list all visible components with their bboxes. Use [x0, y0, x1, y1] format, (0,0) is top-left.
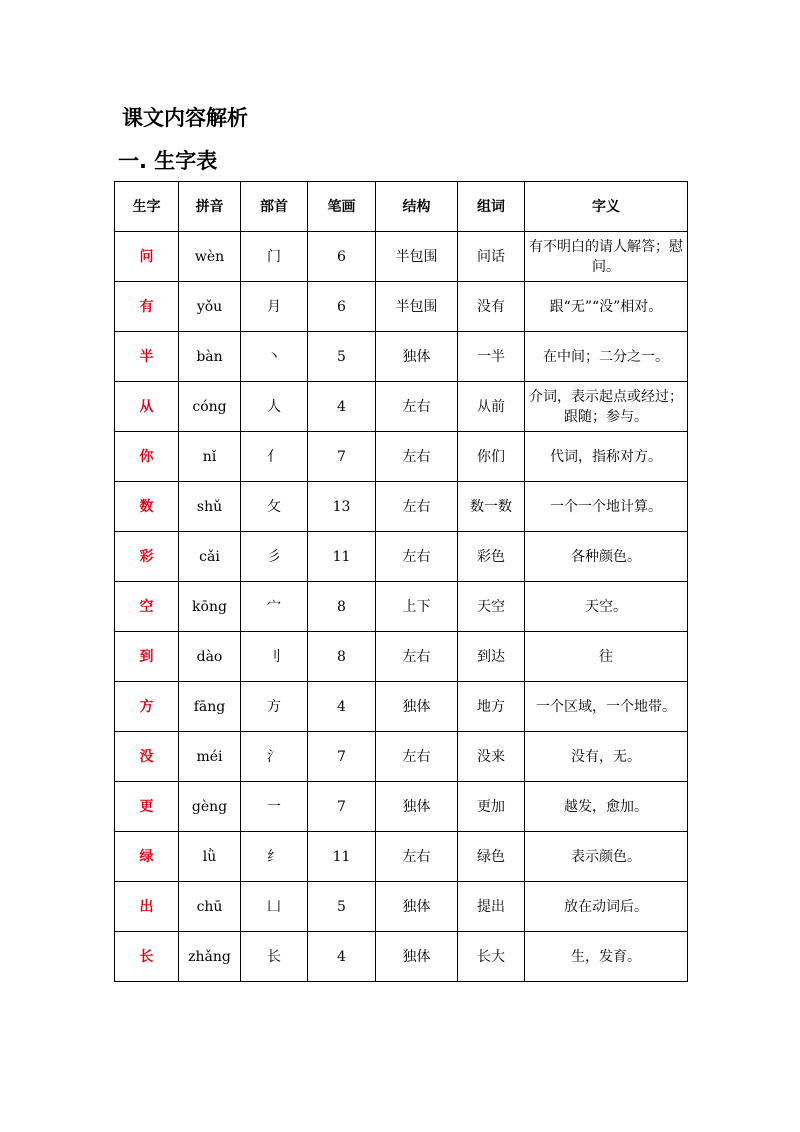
- table-row: [115, 882, 688, 932]
- cell-pinyin: yǒu: [179, 282, 241, 332]
- cell-strokes: 4: [308, 382, 376, 432]
- cell-character: 更: [115, 782, 179, 832]
- cell-character: 绿: [115, 832, 179, 882]
- cell-character: 数: [115, 482, 179, 532]
- header-word: 组词: [458, 182, 525, 232]
- page-title: 课文内容解析: [122, 106, 248, 130]
- cell-character: 空: [115, 582, 179, 632]
- cell-radical: 刂: [241, 632, 308, 682]
- table-row: [115, 532, 688, 582]
- cell-meaning: 往: [525, 632, 688, 682]
- cell-meaning: 介词，表示起点或经过；跟随；参与。: [525, 382, 688, 432]
- cell-strokes: 6: [308, 282, 376, 332]
- cell-meaning: 表示颜色。: [525, 832, 688, 882]
- cell-structure: 半包围: [376, 232, 458, 282]
- cell-meaning: 生，发育。: [525, 932, 688, 982]
- cell-structure: 左右: [376, 432, 458, 482]
- cell-radical: 凵: [241, 882, 308, 932]
- cell-word: 地方: [458, 682, 525, 732]
- cell-pinyin: gèng: [179, 782, 241, 832]
- table-row: [115, 382, 688, 432]
- cell-word: 数一数: [458, 482, 525, 532]
- cell-radical: 亻: [241, 432, 308, 482]
- cell-radical: 丶: [241, 332, 308, 382]
- cell-pinyin: cóng: [179, 382, 241, 432]
- cell-radical: 一: [241, 782, 308, 832]
- cell-structure: 半包围: [376, 282, 458, 332]
- cell-meaning: 一个一个地计算。: [525, 482, 688, 532]
- cell-radical: 宀: [241, 582, 308, 632]
- table-row: [115, 682, 688, 732]
- cell-radical: 门: [241, 232, 308, 282]
- cell-structure: 上下: [376, 582, 458, 632]
- header-meaning: 字义: [525, 182, 688, 232]
- table-row: [115, 432, 688, 482]
- cell-structure: 独体: [376, 932, 458, 982]
- cell-structure: 左右: [376, 382, 458, 432]
- cell-radical: 人: [241, 382, 308, 432]
- cell-word: 绿色: [458, 832, 525, 882]
- table-row: [115, 282, 688, 332]
- cell-word: 你们: [458, 432, 525, 482]
- cell-structure: 独体: [376, 682, 458, 732]
- cell-meaning: 一个区域，一个地带。: [525, 682, 688, 732]
- cell-meaning: 在中间；二分之一。: [525, 332, 688, 382]
- cell-strokes: 13: [308, 482, 376, 532]
- cell-character: 你: [115, 432, 179, 482]
- cell-pinyin: méi: [179, 732, 241, 782]
- cell-strokes: 7: [308, 782, 376, 832]
- cell-word: 到达: [458, 632, 525, 682]
- table-row: [115, 782, 688, 832]
- cell-strokes: 8: [308, 582, 376, 632]
- cell-structure: 独体: [376, 882, 458, 932]
- cell-pinyin: zhǎng: [179, 932, 241, 982]
- header-pinyin: 拼音: [179, 182, 241, 232]
- header-character: 生字: [115, 182, 179, 232]
- table-row: [115, 482, 688, 532]
- table-body: [115, 232, 688, 982]
- cell-pinyin: bàn: [179, 332, 241, 382]
- cell-radical: 彡: [241, 532, 308, 582]
- cell-word: 更加: [458, 782, 525, 832]
- cell-pinyin: nǐ: [179, 432, 241, 482]
- table-row: [115, 732, 688, 782]
- cell-pinyin: chū: [179, 882, 241, 932]
- table-row: [115, 582, 688, 632]
- cell-meaning: 天空。: [525, 582, 688, 632]
- cell-strokes: 4: [308, 682, 376, 732]
- cell-character: 出: [115, 882, 179, 932]
- section-title: 一. 生字表: [118, 149, 218, 173]
- cell-radical: 长: [241, 932, 308, 982]
- cell-meaning: 有不明白的请人解答；慰问。: [525, 232, 688, 282]
- table-row: [115, 832, 688, 882]
- cell-character: 问: [115, 232, 179, 282]
- cell-meaning: 各种颜色。: [525, 532, 688, 582]
- table-header-row: [115, 182, 688, 232]
- cell-radical: 纟: [241, 832, 308, 882]
- cell-character: 到: [115, 632, 179, 682]
- cell-character: 彩: [115, 532, 179, 582]
- cell-structure: 独体: [376, 332, 458, 382]
- cell-meaning: 放在动词后。: [525, 882, 688, 932]
- cell-radical: 氵: [241, 732, 308, 782]
- cell-strokes: 11: [308, 532, 376, 582]
- header-strokes: 笔画: [308, 182, 376, 232]
- cell-strokes: 7: [308, 432, 376, 482]
- table-row: [115, 632, 688, 682]
- cell-meaning: 没有，无。: [525, 732, 688, 782]
- cell-strokes: 4: [308, 932, 376, 982]
- cell-structure: 左右: [376, 532, 458, 582]
- cell-radical: 方: [241, 682, 308, 732]
- cell-word: 一半: [458, 332, 525, 382]
- cell-pinyin: fāng: [179, 682, 241, 732]
- cell-pinyin: kōng: [179, 582, 241, 632]
- cell-pinyin: cǎi: [179, 532, 241, 582]
- table-row: [115, 332, 688, 382]
- cell-character: 长: [115, 932, 179, 982]
- cell-pinyin: dào: [179, 632, 241, 682]
- header-structure: 结构: [376, 182, 458, 232]
- cell-strokes: 8: [308, 632, 376, 682]
- cell-character: 从: [115, 382, 179, 432]
- cell-structure: 左右: [376, 732, 458, 782]
- cell-structure: 独体: [376, 782, 458, 832]
- cell-meaning: 跟“无”“没”相对。: [525, 282, 688, 332]
- cell-pinyin: lǜ: [179, 832, 241, 882]
- cell-word: 提出: [458, 882, 525, 932]
- cell-strokes: 5: [308, 332, 376, 382]
- cell-radical: 攵: [241, 482, 308, 532]
- cell-character: 有: [115, 282, 179, 332]
- cell-pinyin: wèn: [179, 232, 241, 282]
- cell-character: 方: [115, 682, 179, 732]
- cell-strokes: 6: [308, 232, 376, 282]
- cell-structure: 左右: [376, 832, 458, 882]
- header-radical: 部首: [241, 182, 308, 232]
- table-row: [115, 232, 688, 282]
- cell-meaning: 代词，指称对方。: [525, 432, 688, 482]
- cell-word: 长大: [458, 932, 525, 982]
- cell-pinyin: shǔ: [179, 482, 241, 532]
- cell-strokes: 7: [308, 732, 376, 782]
- cell-word: 从前: [458, 382, 525, 432]
- cell-character: 没: [115, 732, 179, 782]
- cell-word: 彩色: [458, 532, 525, 582]
- cell-word: 天空: [458, 582, 525, 632]
- cell-strokes: 5: [308, 882, 376, 932]
- cell-radical: 月: [241, 282, 308, 332]
- cell-structure: 左右: [376, 482, 458, 532]
- cell-strokes: 11: [308, 832, 376, 882]
- cell-structure: 左右: [376, 632, 458, 682]
- cell-character: 半: [115, 332, 179, 382]
- cell-word: 没有: [458, 282, 525, 332]
- cell-word: 没来: [458, 732, 525, 782]
- vocabulary-table: [114, 181, 688, 982]
- cell-meaning: 越发，愈加。: [525, 782, 688, 832]
- cell-word: 问话: [458, 232, 525, 282]
- table-row: [115, 932, 688, 982]
